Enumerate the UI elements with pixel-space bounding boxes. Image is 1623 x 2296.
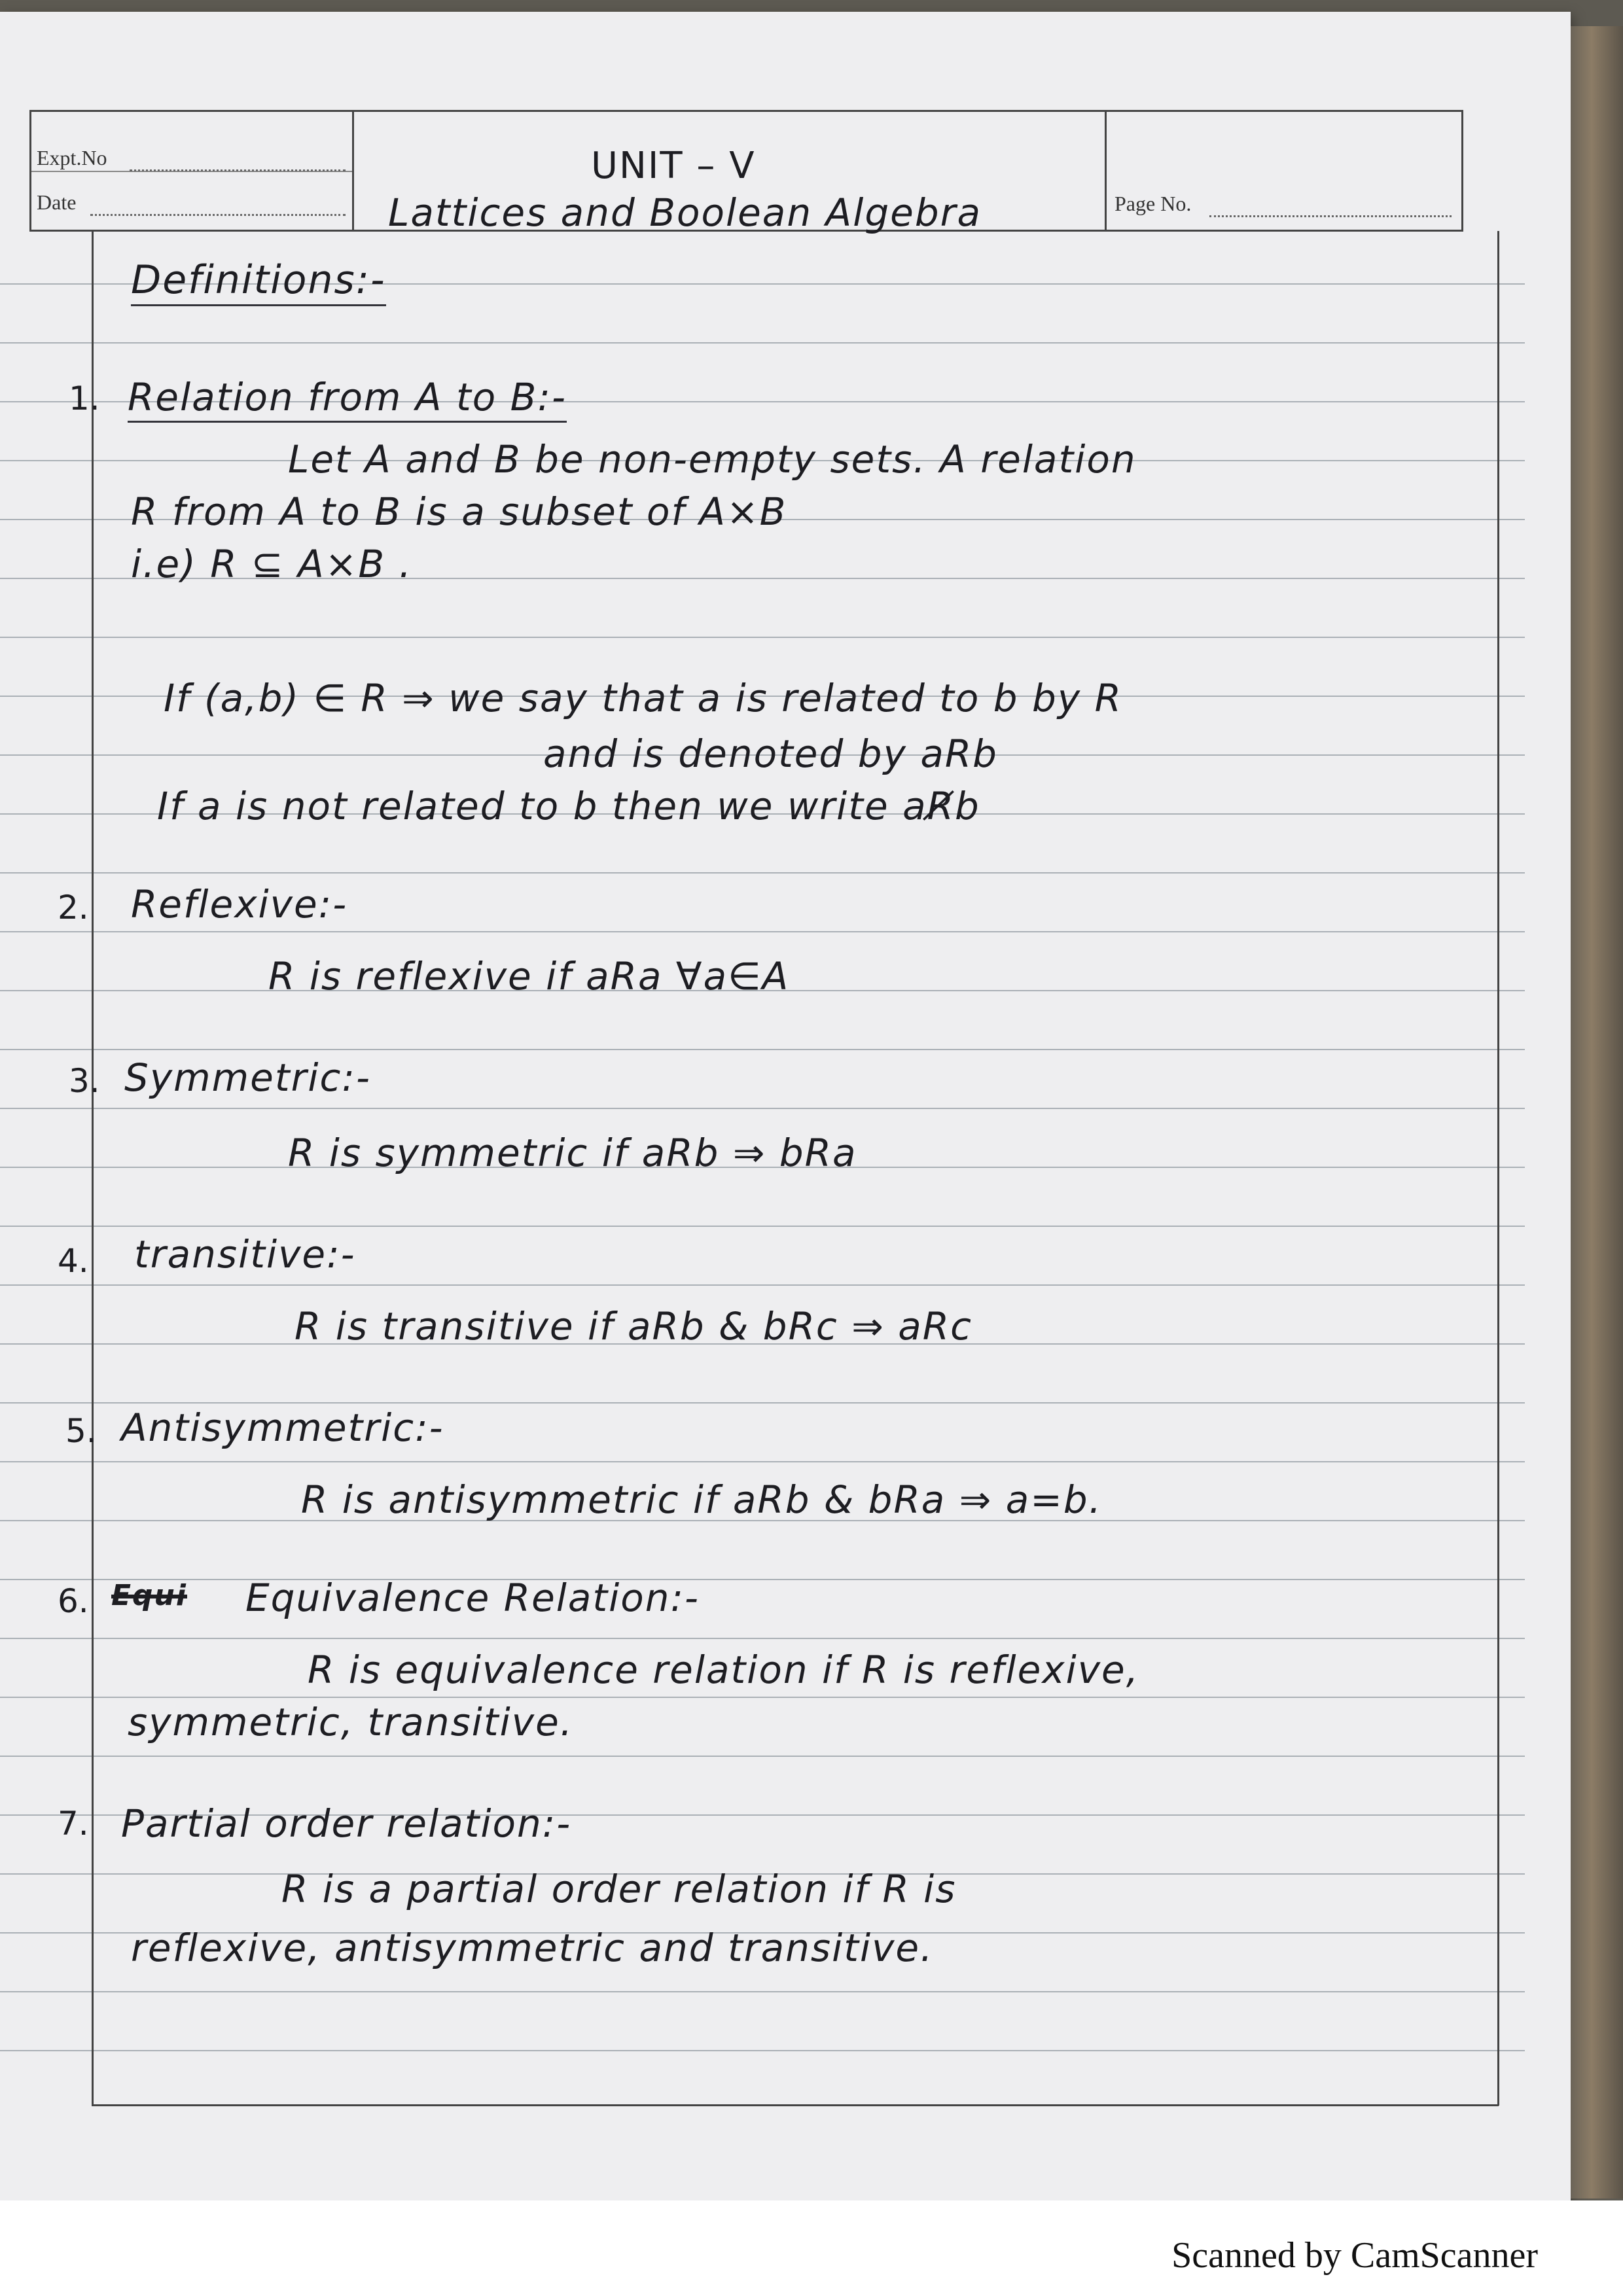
- ruled-line: [0, 1756, 1525, 1757]
- page-title: Lattices and Boolean Algebra: [388, 190, 982, 235]
- ruled-line: [0, 1049, 1525, 1050]
- ruled-line: [0, 2050, 1525, 2051]
- margin-line: [92, 231, 94, 2106]
- page-no-label: Page No.: [1115, 192, 1192, 215]
- ruled-line: [0, 1991, 1525, 1992]
- item-text: R from A to B is a subset of A×B: [131, 489, 787, 534]
- expt-no-field: [130, 169, 346, 171]
- ruled-line: [0, 637, 1525, 638]
- date-field: [90, 214, 346, 216]
- expt-no-label: Expt.No: [37, 146, 107, 169]
- item-text: R is a partial order relation if R is: [281, 1867, 957, 1911]
- item-heading: Relation from A to B:-: [128, 375, 567, 423]
- item-heading: Partial order relation:-: [121, 1801, 572, 1846]
- item-text: and is denoted by aRb: [543, 732, 998, 776]
- item-text: R is antisymmetric if aRb & bRa ⇒ a=b.: [301, 1477, 1103, 1522]
- header-divider: [352, 112, 354, 230]
- ruled-line: [0, 342, 1525, 344]
- definitions-heading: Definitions:-: [131, 257, 386, 306]
- page-no-field: [1209, 215, 1452, 217]
- ruled-line: [0, 1638, 1525, 1639]
- item-text: Let A and B be non-empty sets. A relation: [288, 437, 1137, 482]
- ruled-line: [0, 1402, 1525, 1404]
- item-text: If (a,b) ∈ R ⇒ we say that a is related to b by R: [164, 676, 1122, 720]
- header-box: [29, 110, 1463, 235]
- item-number: 1.: [69, 380, 100, 417]
- item-text: R is equivalence relation if R is reflexive,: [308, 1648, 1140, 1692]
- scanner-watermark: Scanned by CamScanner: [1171, 2235, 1538, 2276]
- notebook-page: [0, 12, 1571, 2200]
- item-number: 3.: [69, 1062, 100, 1100]
- item-text: R is symmetric if aRb ⇒ bRa: [288, 1131, 857, 1175]
- item-number: 6.: [58, 1582, 89, 1620]
- notebook-edge: [1571, 26, 1623, 2199]
- ruled-line: [0, 1226, 1525, 1227]
- item-number: 4.: [58, 1242, 89, 1280]
- item-number: 7.: [58, 1805, 89, 1843]
- struck-text: Equi: [111, 1579, 187, 1612]
- item-text: R is transitive if aRb & bRc ⇒ aRc: [294, 1304, 972, 1349]
- right-border: [1497, 231, 1499, 2106]
- ruled-line: [0, 1461, 1525, 1462]
- item-text: If a is not related to b then we write aR̸b: [157, 784, 980, 828]
- header-divider: [1105, 112, 1107, 230]
- ruled-line: [0, 1697, 1525, 1698]
- ruled-line: [0, 1108, 1525, 1109]
- item-heading: Reflexive:-: [131, 882, 348, 927]
- ruled-line: [0, 872, 1525, 874]
- item-heading: Equivalence Relation:-: [245, 1576, 700, 1620]
- item-number: 5.: [65, 1412, 97, 1450]
- item-text: reflexive, antisymmetric and transitive.: [131, 1926, 934, 1970]
- date-label: Date: [37, 190, 77, 214]
- item-heading: Symmetric:-: [124, 1055, 371, 1100]
- item-number: 2.: [58, 889, 89, 927]
- bottom-border: [92, 2104, 1499, 2106]
- item-text: symmetric, transitive.: [128, 1700, 574, 1744]
- unit-title: UNIT – V: [591, 145, 756, 187]
- ruled-line: [0, 1284, 1525, 1286]
- item-heading: transitive:-: [134, 1232, 356, 1277]
- item-heading: Antisymmetric:-: [121, 1405, 444, 1450]
- item-text: i.e) R ⊆ A×B .: [131, 542, 413, 586]
- item-text: R is reflexive if aRa ∀a∈A: [268, 954, 790, 998]
- ruled-line: [0, 1579, 1525, 1580]
- ruled-line: [0, 931, 1525, 932]
